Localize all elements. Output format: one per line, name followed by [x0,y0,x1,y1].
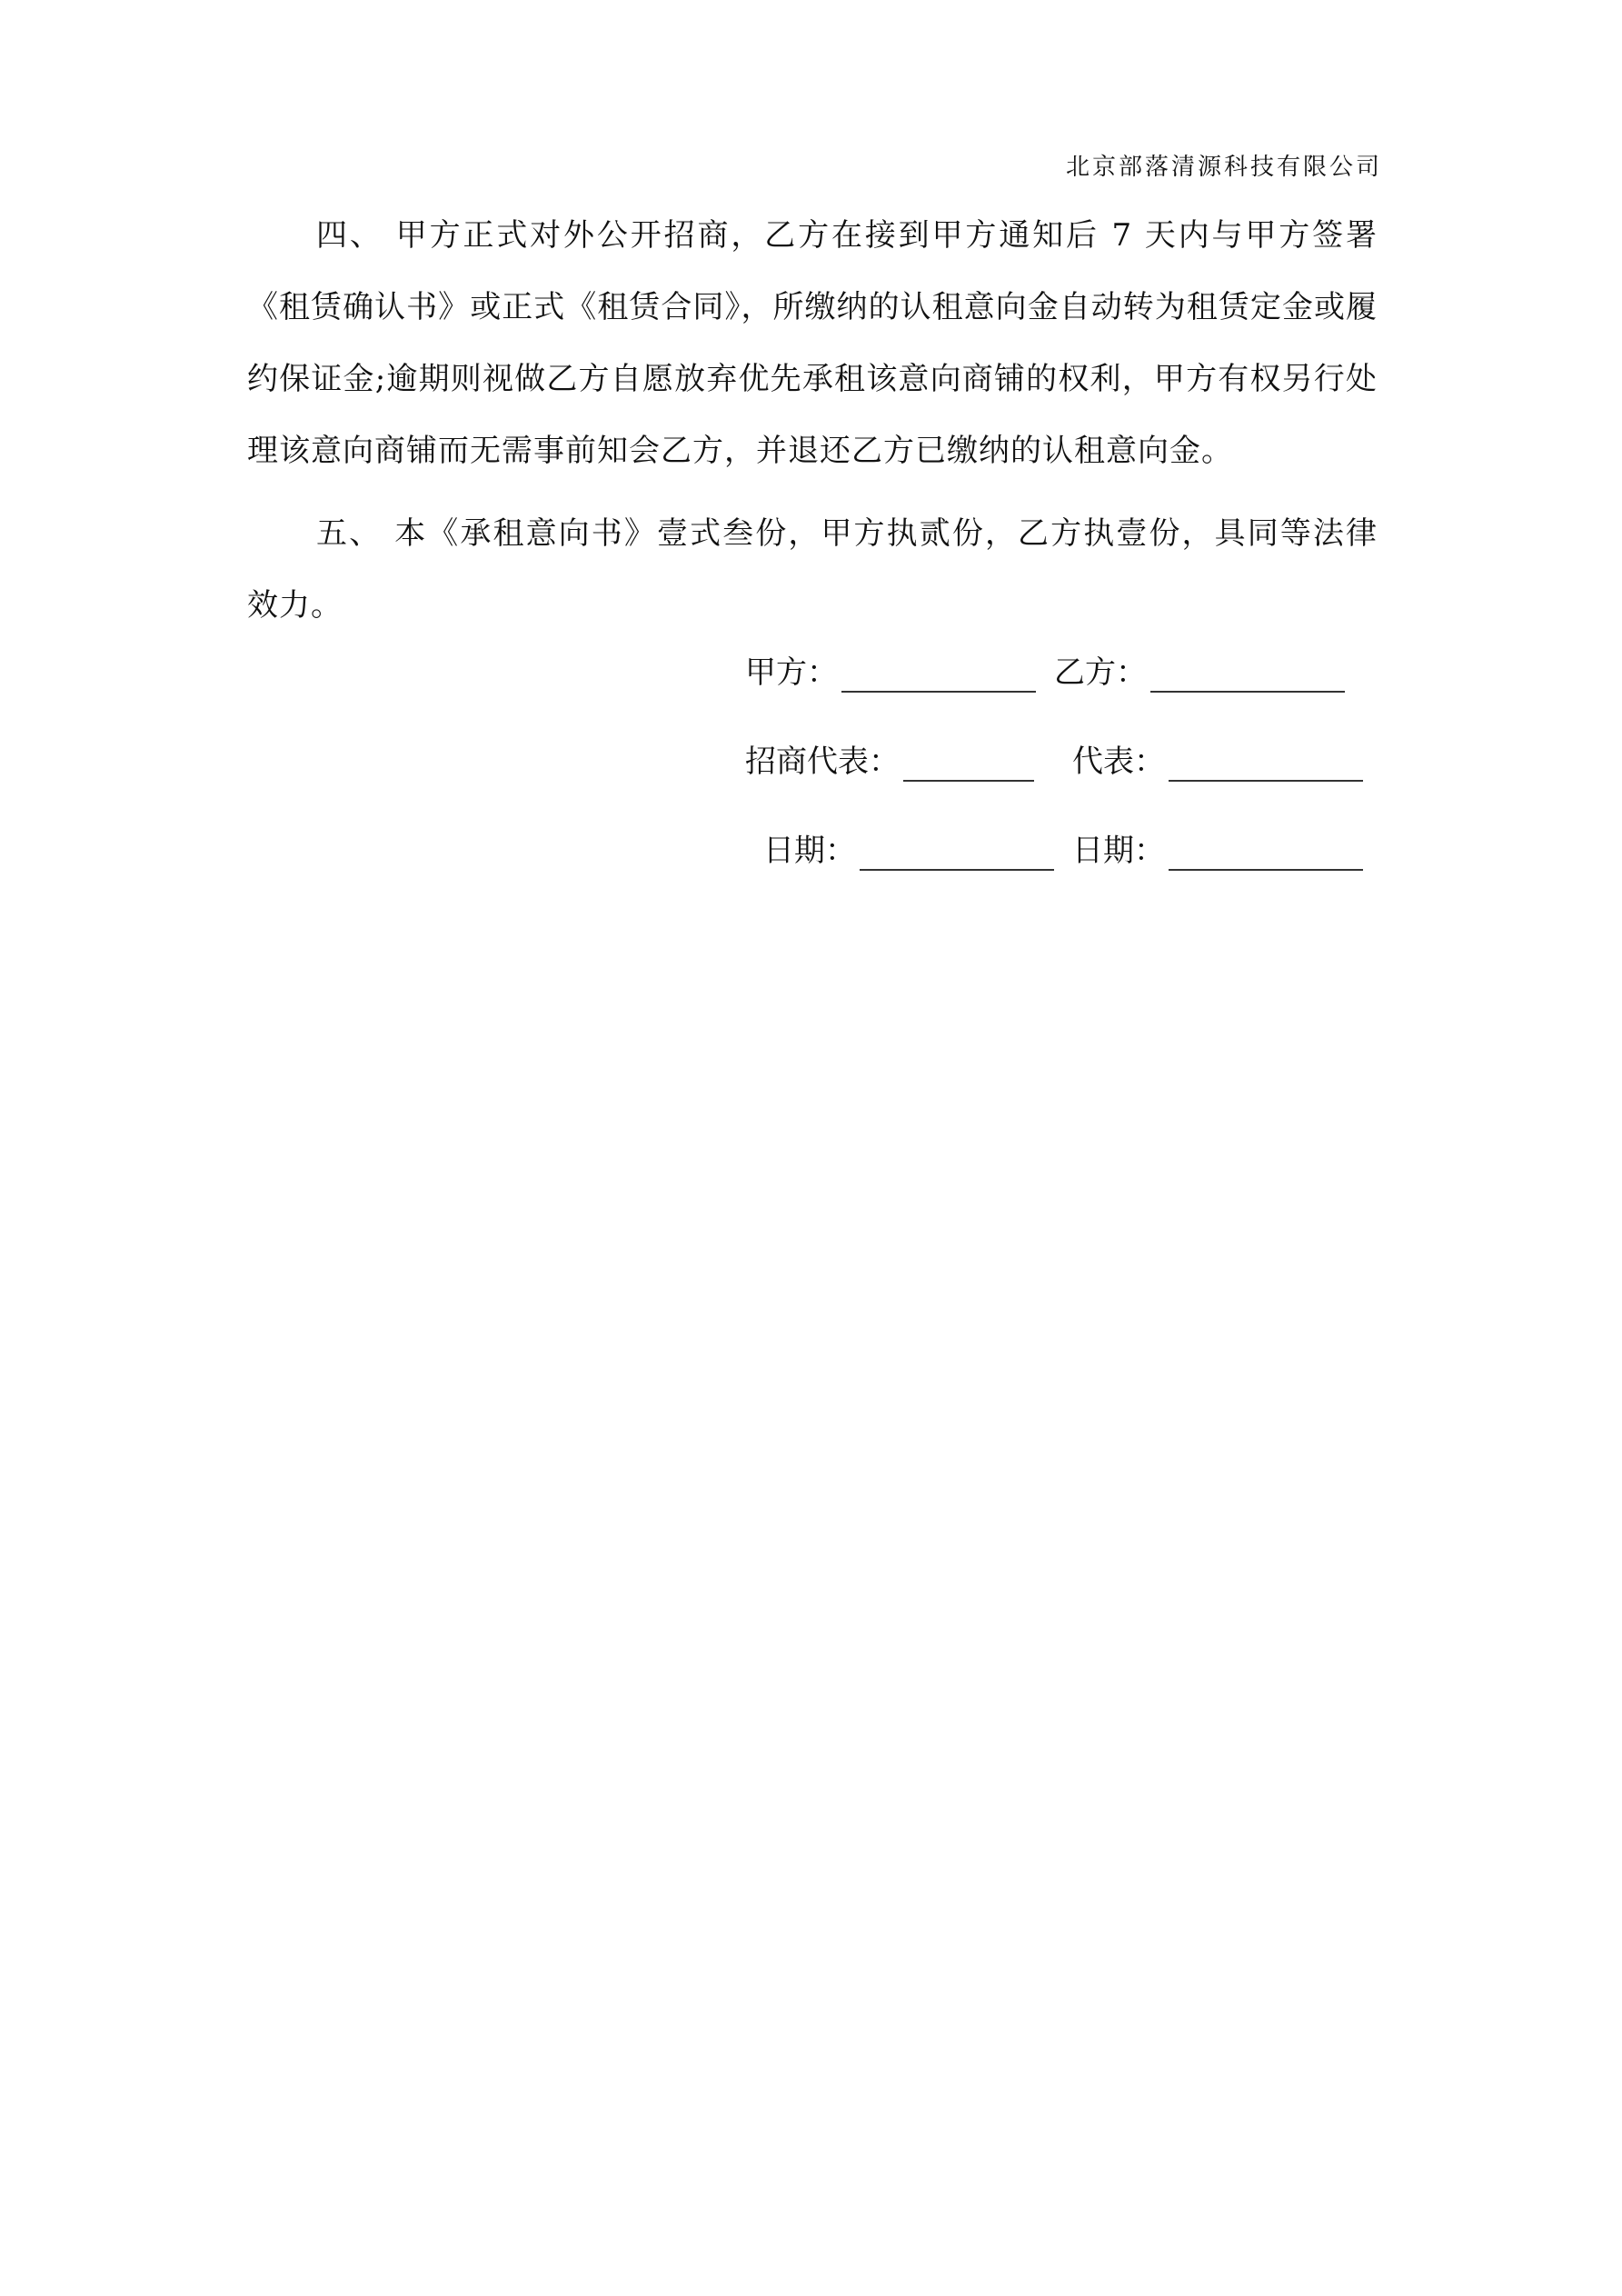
agent-field [745,742,1034,782]
date-b-field [1072,831,1363,871]
signature-block [745,653,1399,920]
agent-label: 招商代表： [745,744,900,780]
party-a-signature-line[interactable] [841,656,1036,693]
party-a-label: 甲方： [745,654,838,691]
rep-field [1072,742,1363,782]
clause-five [247,498,1378,642]
date-b-line[interactable] [1169,834,1363,871]
clause-number: 五、 [316,515,383,552]
signature-row-representatives [745,742,1399,831]
clause-text: 本《承租意向书》壹式叁份，甲方执贰份，乙方执壹份，具同等法律效力。 [247,515,1378,624]
agent-signature-line[interactable] [903,745,1034,782]
party-a-field [745,653,1036,693]
company-name: 北京部落清源科技有限公司 [1065,154,1382,181]
clause-four [247,200,1378,487]
date-a-label: 日期： [763,833,856,869]
clause-number: 四、 [316,217,383,254]
signature-row-dates [745,831,1399,920]
rep-signature-line[interactable] [1169,745,1363,782]
date-a-field [763,831,1054,871]
party-b-label: 乙方： [1054,654,1147,691]
clause-text: 甲方正式对外公开招商，乙方在接到甲方通知后 7 天内与甲方签署《租赁确认书》或正式《租赁合同》，所缴纳的认租意向金自动转为租赁定金或履约保证金;逾期则视做乙方自愿放弃优先承租该意向商铺的权利，甲方有权另行处理该意向商铺而无需事前知会乙方，并退还乙方已缴纳的认租意向金。 [247,217,1378,469]
rep-label: 代表： [1072,744,1165,780]
contract-body [247,200,1378,642]
date-a-line[interactable] [860,834,1054,871]
party-b-field [1054,653,1345,693]
signature-row-parties [745,653,1399,742]
party-b-signature-line[interactable] [1150,656,1345,693]
date-b-label: 日期： [1072,833,1165,869]
